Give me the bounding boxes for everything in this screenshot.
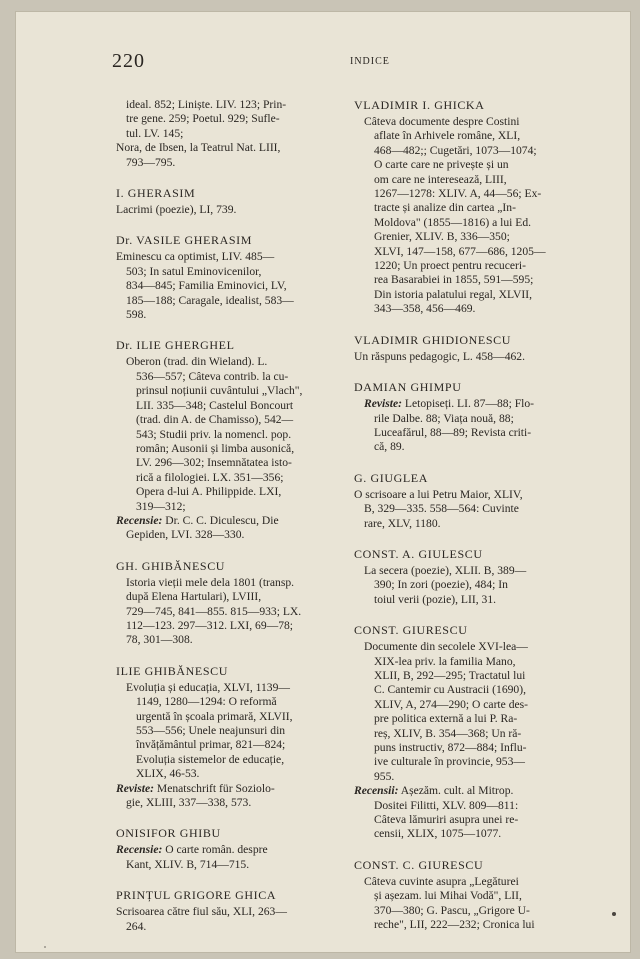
index-entry xyxy=(116,888,348,934)
entry-line xyxy=(116,738,348,752)
entry-text: 319—312; xyxy=(136,499,186,513)
entry-line xyxy=(116,514,348,528)
entry-text: reche", LII, 222—232; Cronica lui xyxy=(374,918,535,932)
entry-text: 793—795. xyxy=(126,155,176,169)
entry-line xyxy=(354,158,586,172)
entry-line xyxy=(354,889,586,903)
entry-text: prinsul noțiunii cuvântului „Vlach", xyxy=(136,384,303,398)
entry-line xyxy=(116,633,348,647)
index-entry xyxy=(354,623,586,842)
entry-line xyxy=(116,428,348,442)
entry-line xyxy=(354,129,586,143)
entry-line xyxy=(354,216,586,230)
entry-line xyxy=(354,144,586,158)
entry-line xyxy=(354,741,586,755)
entry-text: învățământul primar, 821—824; xyxy=(136,738,286,752)
entry-line xyxy=(116,442,348,456)
entry-line xyxy=(116,112,348,126)
entry-text: XIX-lea priv. la familia Mano, xyxy=(374,654,516,668)
entry-text: Grenier, XLIV. B, 336—350; xyxy=(374,230,510,244)
index-entry xyxy=(116,664,348,811)
entry-text: Câteva documente despre Costini xyxy=(364,115,520,128)
entry-line xyxy=(354,770,586,784)
entry-line xyxy=(354,201,586,215)
entry-line xyxy=(116,456,348,470)
entry-line xyxy=(354,755,586,769)
entry-text: censii, XLIX, 1075—1077. xyxy=(374,827,502,841)
author-heading: DAMIAN GHIMPU xyxy=(354,380,462,395)
entry-line xyxy=(354,517,586,531)
entry-text: 1149, 1280—1294: O reformă xyxy=(136,695,277,709)
entry-text: om care ne interesează, LIII, xyxy=(374,172,507,186)
entry-item xyxy=(116,843,348,872)
entry-text: XLVI, 147—158, 677—686, 1205— xyxy=(374,244,546,258)
entry-text: Istoria vieții mele dela 1801 (transp. xyxy=(126,575,295,589)
entry-label: Reviste: xyxy=(116,781,154,795)
entry-text: Din istoria palatului regal, XLVII, xyxy=(374,287,532,301)
entry-text: XLIV, A, 274—290; O carte des- xyxy=(374,697,529,711)
entry-line xyxy=(354,245,586,259)
entry-line xyxy=(116,796,348,810)
entry-text: Câteva lămuriri asupra unei re- xyxy=(374,813,519,827)
entry-text: Gepiden, LVI. 328—330. xyxy=(126,528,245,542)
entry-line xyxy=(354,683,586,697)
entry-line xyxy=(116,308,348,322)
entry-text: O carte român. despre xyxy=(162,843,268,857)
entry-text: 264. xyxy=(126,919,147,933)
entry-text: 390; In zori (poezie), 484; In xyxy=(374,578,508,592)
entry-item xyxy=(116,681,348,782)
author-heading: VLADIMIR GHIDIONESCU xyxy=(354,332,511,347)
entry-line xyxy=(116,905,348,919)
entry-line xyxy=(354,350,586,364)
entry-text: tre gene. 259; Poetul. 929; Sufle- xyxy=(126,112,280,126)
entry-item xyxy=(354,397,586,455)
entry-text: 370—380; G. Pascu, „Grigore U- xyxy=(374,903,530,917)
entry-line xyxy=(116,724,348,738)
entry-text: 536—557; Câteva contrib. la cu- xyxy=(136,369,289,383)
entry-line xyxy=(354,259,586,273)
entry-text: O scrisoare a lui Petru Maior, XLIV, xyxy=(354,487,523,501)
entry-text: Luceafărul, 88—89; Revista criti- xyxy=(374,425,532,439)
entry-line xyxy=(354,640,586,654)
entry-item xyxy=(354,564,586,607)
entry-line xyxy=(116,156,348,170)
entry-text: tracte și analize din cartea „In- xyxy=(374,201,516,215)
entry-text: urgentă în școala primară, XLVII, xyxy=(136,709,293,723)
entry-text: rică a filologiei. LX. 351—356; xyxy=(136,470,284,484)
entry-text: Eminescu ca optimist, LIV. 485— xyxy=(116,250,275,264)
entry-item xyxy=(116,98,348,141)
entry-item xyxy=(116,250,348,322)
author-heading: GH. GHIBĂNESCU xyxy=(116,558,226,573)
entry-line xyxy=(116,413,348,427)
entry-line xyxy=(116,619,348,633)
author-heading: CONST. C. GIURESCU xyxy=(354,857,484,872)
entry-line xyxy=(116,590,348,604)
entry-text: Evoluția și educația, XLVI, 1139— xyxy=(126,680,290,694)
entry-line xyxy=(354,230,586,244)
running-title: INDICE xyxy=(350,56,390,67)
entry-line xyxy=(354,578,586,592)
page-header xyxy=(16,50,630,74)
entry-text: pre politica externă a lui P. Ra- xyxy=(374,712,518,726)
entry-line xyxy=(116,528,348,542)
index-entry xyxy=(354,98,586,317)
entry-item xyxy=(354,640,586,784)
entry-line xyxy=(354,397,586,411)
ink-speck xyxy=(612,912,616,916)
entry-line xyxy=(116,710,348,724)
entry-line xyxy=(354,593,586,607)
index-entry xyxy=(116,233,348,322)
entry-text: reș, XLIV, B. 354—368; Un ră- xyxy=(374,726,522,740)
entry-text: Un răspuns pedagogic, L. 458—462. xyxy=(354,349,525,363)
entry-text: Lacrimi (poezie), LI, 739. xyxy=(116,203,237,217)
entry-text: LV. 296—302; Insemnătatea isto- xyxy=(136,456,292,470)
entry-line xyxy=(116,858,348,872)
entry-line xyxy=(116,485,348,499)
entry-text: LII. 335—348; Castelul Boncourt xyxy=(136,398,294,412)
author-heading: PRINȚUL GRIGORE GHICA xyxy=(116,888,277,903)
index-entry xyxy=(354,547,586,607)
index-entry xyxy=(354,858,586,933)
entry-line xyxy=(354,187,586,201)
entry-line xyxy=(116,605,348,619)
entry-item xyxy=(116,355,348,513)
entry-text: tul. LV. 145; xyxy=(126,126,184,140)
entry-line xyxy=(354,302,586,316)
entry-line xyxy=(116,98,348,112)
entry-text: 553—556; Unele neajunsuri din xyxy=(136,724,286,737)
entry-line xyxy=(354,813,586,827)
author-heading: ONISIFOR GHIBU xyxy=(116,826,221,841)
entry-label: Reviste: xyxy=(364,397,402,411)
entry-text: XLII, B, 292—295; Tractatul lui xyxy=(374,668,526,682)
entry-text: Opera d-lui A. Philippide. LXI, xyxy=(136,485,282,499)
entry-line xyxy=(116,294,348,308)
entry-line xyxy=(116,843,348,857)
entry-text: Oberon (trad. din Wieland). L. xyxy=(126,355,268,369)
entry-item xyxy=(116,141,348,170)
entry-text: 598. xyxy=(126,308,147,322)
index-entry xyxy=(354,333,586,364)
entry-text: 1267—1278: XLIV. A, 44—56; Ex- xyxy=(374,187,542,201)
index-entry xyxy=(116,98,348,170)
entry-line xyxy=(354,288,586,302)
entry-text: 343—358, 456—469. xyxy=(374,302,476,316)
entry-line xyxy=(354,698,586,712)
entry-line xyxy=(116,471,348,485)
entry-text: Așezăm. cult. al Mitrop. xyxy=(398,784,514,798)
entry-line xyxy=(354,784,586,798)
entry-line xyxy=(116,500,348,514)
entry-line xyxy=(116,265,348,279)
entry-text: La secera (poezie), XLII. B, 389— xyxy=(364,563,527,577)
entry-line xyxy=(354,564,586,578)
entry-line xyxy=(116,576,348,590)
entry-text: Evoluția sistemelor de educație, xyxy=(136,752,285,766)
entry-line xyxy=(354,712,586,726)
entry-line xyxy=(116,782,348,796)
entry-text: 543; Studii priv. la nomencl. pop. xyxy=(136,427,292,441)
entry-line xyxy=(116,141,348,155)
entry-line xyxy=(354,904,586,918)
index-entry xyxy=(116,338,348,542)
entry-text: 503; In satul Eminovicenilor, xyxy=(126,264,262,278)
entry-text: Documente din secolele XVI-lea— xyxy=(364,640,528,654)
entry-text: toiul verii (pozie), LII, 31. xyxy=(374,592,497,606)
entry-text: Nora, de Ibsen, la Teatrul Nat. LIII, xyxy=(116,141,281,155)
entry-text: după Elena Hartulari), LVIII, xyxy=(126,590,262,604)
entry-item xyxy=(354,350,586,364)
entry-line xyxy=(354,918,586,932)
entry-label: Recensie: xyxy=(116,843,163,857)
entry-text: O carte care ne privește și un xyxy=(374,158,509,172)
entry-item xyxy=(116,905,348,934)
entry-item xyxy=(116,203,348,217)
entry-line xyxy=(116,695,348,709)
entry-line xyxy=(354,273,586,287)
entry-text: aflate în Arhivele române, XLI, xyxy=(374,129,521,143)
author-heading: G. GIUGLEA xyxy=(354,470,428,485)
entry-text: Dr. C. C. Diculescu, Die xyxy=(162,513,279,527)
entry-text: puns instructiv, 872—884; Influ- xyxy=(374,741,527,754)
entry-label: Recensie: xyxy=(116,513,163,527)
entry-line xyxy=(116,279,348,293)
entry-item xyxy=(116,782,348,811)
index-entry xyxy=(354,471,586,531)
entry-line xyxy=(116,370,348,384)
entry-line xyxy=(354,727,586,741)
entry-text: ive culturale în provincie, 953— xyxy=(374,755,525,769)
entry-text: ideal. 852; Liniște. LIV. 123; Prin- xyxy=(126,98,287,111)
author-heading: ILIE GHIBĂNESCU xyxy=(116,663,228,678)
entry-text: C. Cantemir cu Austracii (1690), xyxy=(374,683,526,697)
entry-text: 468—482;; Cugetări, 1073—1074; xyxy=(374,143,537,157)
author-heading: Dr. ILIE GHERGHEL xyxy=(116,338,235,353)
entry-line xyxy=(354,669,586,683)
entry-line xyxy=(116,681,348,695)
entry-text: gie, XLIII, 337—338, 573. xyxy=(126,796,252,810)
entry-text: 185—188; Caragale, idealist, 583— xyxy=(126,293,294,307)
ink-speck xyxy=(44,946,46,948)
index-entry xyxy=(116,186,348,217)
entry-line xyxy=(354,655,586,669)
entry-line xyxy=(354,799,586,813)
index-entry xyxy=(116,826,348,872)
book-page xyxy=(16,12,630,952)
entry-text: XLIX, 46-53. xyxy=(136,767,200,781)
author-heading: Dr. VASILE GHERASIM xyxy=(116,233,252,248)
entry-text: Moldova" (1855—1816) a lui Ed. xyxy=(374,215,532,229)
author-heading: CONST. A. GIULESCU xyxy=(354,546,483,561)
entry-text: și așezam. lui Mihai Vodă", LII, xyxy=(374,889,522,903)
entry-text: 729—745, 841—855. 815—933; LX. xyxy=(126,604,302,618)
author-heading: I. GHERASIM xyxy=(116,186,196,201)
right-column xyxy=(354,98,586,948)
entry-item xyxy=(116,576,348,648)
author-heading: CONST. GIURESCU xyxy=(354,623,468,638)
entry-text: Dositei Filitti, XLV. 809—811: xyxy=(374,798,519,812)
entry-line xyxy=(116,127,348,141)
entry-line xyxy=(354,875,586,889)
entry-line xyxy=(116,753,348,767)
entry-line xyxy=(116,203,348,217)
entry-line xyxy=(116,384,348,398)
entry-text: B, 329—335. 558—564: Cuvinte xyxy=(364,502,519,516)
entry-text: rea Basarabiei in 1855, 591—595; xyxy=(374,273,534,287)
entry-text: 1220; Un proect pentru recuceri- xyxy=(374,259,526,273)
entry-text: (trad. din A. de Chamisso), 542— xyxy=(136,413,294,427)
entry-line xyxy=(354,488,586,502)
entry-line xyxy=(354,502,586,516)
entry-text: 78, 301—308. xyxy=(126,633,193,647)
entry-text: rare, XLV, 1180. xyxy=(364,516,441,530)
entry-text: 112—123. 297—312. LXI, 69—78; xyxy=(126,618,294,632)
entry-label: Recensii: xyxy=(354,784,399,798)
entry-text: că, 89. xyxy=(374,440,405,454)
entry-text: 955. xyxy=(374,769,395,783)
entry-item xyxy=(354,488,586,531)
entry-text: Câteva cuvinte asupra „Legăturei xyxy=(364,874,519,888)
entry-item xyxy=(116,514,348,543)
entry-line xyxy=(354,827,586,841)
entry-text: 834—845; Familia Eminovici, LV, xyxy=(126,279,287,293)
entry-item xyxy=(354,875,586,933)
entry-line xyxy=(354,440,586,454)
entry-text: Menatschrift für Soziolo- xyxy=(154,781,275,795)
entry-line xyxy=(354,115,586,129)
entry-line xyxy=(116,355,348,369)
entry-line xyxy=(354,173,586,187)
author-heading: VLADIMIR I. GHICKA xyxy=(354,98,485,112)
entry-line xyxy=(354,426,586,440)
entry-text: Letopiseți. LI. 87—88; Flo- xyxy=(402,397,535,411)
entry-item xyxy=(354,115,586,317)
entry-line xyxy=(116,250,348,264)
entry-text: Scrisoarea către fiul său, XLI, 263— xyxy=(116,905,287,919)
entry-line xyxy=(116,920,348,934)
entry-line xyxy=(116,399,348,413)
entry-line xyxy=(354,412,586,426)
entry-line xyxy=(116,767,348,781)
entry-text: rile Dalbe. 88; Viața nouă, 88; xyxy=(374,411,514,425)
index-entry xyxy=(116,559,348,648)
entry-text: Kant, XLIV. B, 714—715. xyxy=(126,857,250,871)
entry-item xyxy=(354,784,586,842)
entry-text: român; Ausonii și limba ausonică, xyxy=(136,441,295,455)
left-column xyxy=(116,98,348,950)
page-number: 220 xyxy=(112,50,145,72)
index-entry xyxy=(354,380,586,455)
